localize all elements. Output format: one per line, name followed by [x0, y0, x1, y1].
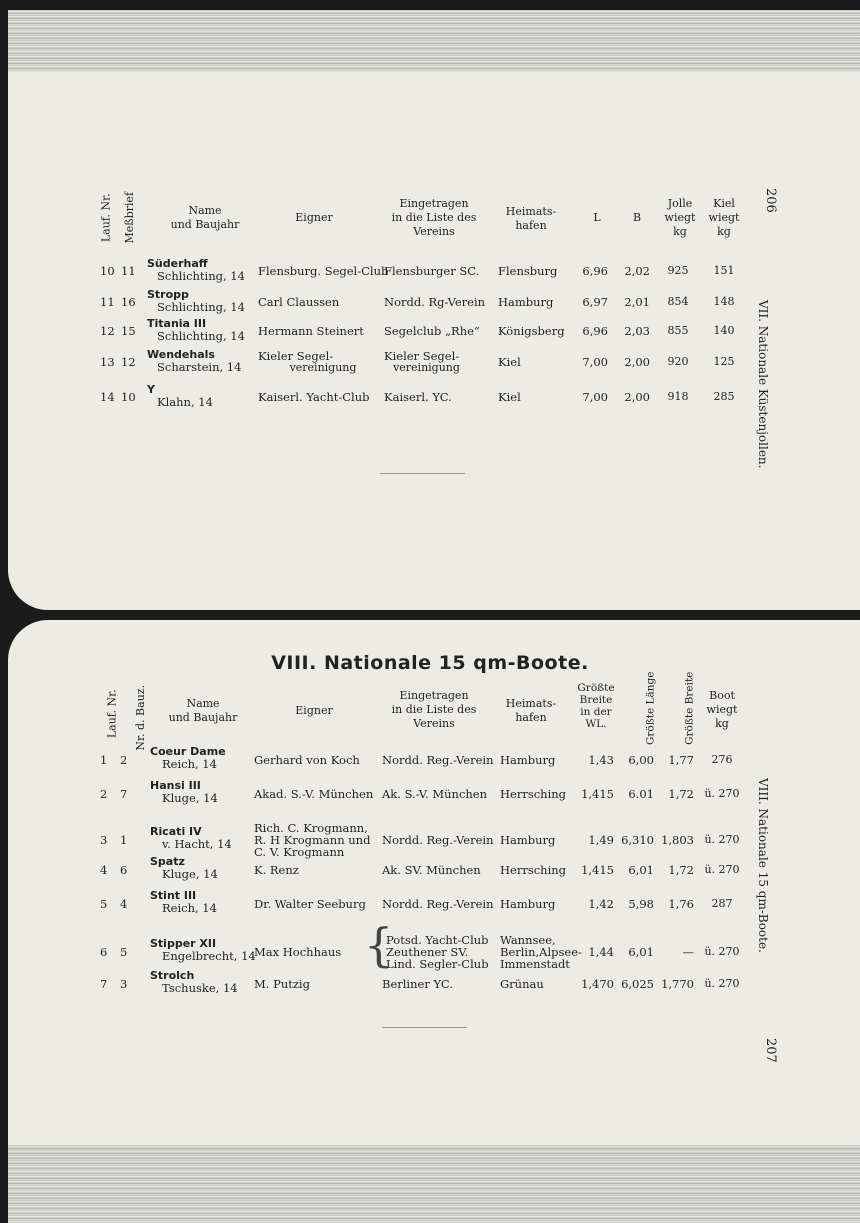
lauf-nr: 6: [100, 945, 108, 959]
home-port: Königsberg: [498, 324, 565, 338]
page-edge: [8, 10, 860, 72]
boot-weight: ü. 270: [704, 977, 740, 990]
col-header-name: Name: [186, 697, 220, 710]
boat-name: Stipper XII: [150, 937, 217, 950]
boat-name: Y: [147, 383, 155, 396]
kiel-weight: 140: [713, 324, 735, 337]
breite-wl: 1,415: [581, 787, 614, 801]
messbrief-nr: 10: [121, 390, 136, 404]
groesste-breite: 1,72: [668, 863, 694, 877]
col-header-hafen: hafen: [515, 711, 547, 724]
messbrief-nr: 11: [121, 264, 136, 278]
boot-weight: ü. 270: [704, 833, 740, 846]
kiel-weight: 125: [713, 355, 735, 368]
boot-weight: ü. 270: [704, 787, 740, 800]
builder-year: Tschuske, 14: [162, 981, 238, 995]
home-port: Grünau: [500, 977, 544, 991]
home-port: Hamburg: [500, 833, 556, 847]
lauf-nr: 12: [100, 324, 115, 338]
col-header-eingetragen: Eingetragen: [399, 197, 469, 210]
boat-name: Wendehals: [147, 348, 215, 361]
boot-weight: ü. 270: [704, 945, 740, 958]
club: Flensburger SC.: [384, 264, 480, 278]
kiel-weight: 151: [713, 264, 735, 277]
col-header-kiel-kg: kg: [717, 225, 731, 238]
col-header-baujahr: und Baujahr: [170, 218, 240, 231]
divider: [380, 473, 465, 474]
club: Berliner YC.: [382, 977, 453, 991]
owner: Max Hochhaus: [254, 945, 342, 959]
divider: [382, 1027, 467, 1028]
club: Ak. SV. München: [382, 863, 481, 877]
breite-wl: 1,49: [588, 833, 614, 847]
builder-year: Schlichting, 14: [157, 329, 245, 343]
club: Nordd. Reg.-Verein: [382, 753, 494, 767]
boot-weight: 276: [711, 753, 733, 766]
col-header-kiel-wiegt: wiegt: [708, 211, 740, 224]
messbrief-nr: 16: [121, 295, 136, 309]
length: 7,00: [582, 355, 608, 369]
builder-year: Kluge, 14: [162, 867, 218, 881]
builder-year: Reich, 14: [162, 901, 217, 915]
col-header-groesste: Größte: [577, 682, 615, 694]
boat-name: Strolch: [150, 969, 195, 982]
col-header-eingetragen: Eingetragen: [399, 689, 469, 702]
owner: Kaiserl. Yacht-Club: [258, 390, 370, 404]
length: 6,97: [582, 295, 608, 309]
groesste-laenge: 6,00: [628, 753, 654, 767]
club: Kieler Segel-: [384, 349, 460, 363]
col-header-jolle-wiegt: wiegt: [664, 211, 696, 224]
boat-name: Titania III: [147, 317, 207, 330]
lauf-nr: 2: [100, 787, 108, 801]
club: Segelclub „Rhe“: [384, 324, 480, 338]
boat-name: Hansi III: [150, 779, 201, 792]
section-title: VIII. Nationale 15 qm-Boote.: [271, 652, 589, 674]
club: Zeuthener SV.: [386, 945, 469, 959]
boat-name: Stropp: [147, 288, 189, 301]
home-port: Wannsee,: [500, 933, 556, 947]
owner: vereinigung: [289, 361, 357, 374]
col-header-liste: in die Liste des: [391, 211, 477, 224]
col-header-name: Name: [188, 204, 222, 217]
jolle-weight: 855: [667, 324, 689, 337]
running-head: VIII. Nationale 15 qm-Boote.: [756, 778, 770, 953]
groesste-breite: 1,76: [668, 897, 694, 911]
home-port: Hamburg: [498, 295, 554, 309]
bauzahl-nr: 2: [120, 753, 128, 767]
builder-year: Schlichting, 14: [157, 300, 245, 314]
home-port: Herrsching: [500, 787, 567, 801]
bauzahl-nr: 6: [120, 863, 128, 877]
owner: K. Renz: [254, 863, 299, 877]
lauf-nr: 1: [100, 753, 108, 767]
beam: 2,02: [624, 264, 650, 278]
page-number: 207: [763, 1038, 778, 1063]
running-head: VII. Nationale Küstenjollen.: [756, 300, 770, 469]
jolle-weight: 920: [667, 355, 689, 368]
col-header-breite: Breite: [579, 694, 613, 706]
col-header-messbrief: Meßbrief: [122, 192, 136, 244]
col-header-boot: Boot: [709, 689, 735, 702]
groesste-laenge: 6.01: [628, 787, 654, 801]
builder-year: v. Hacht, 14: [162, 837, 232, 851]
owner: Gerhard von Koch: [254, 753, 360, 767]
lauf-nr: 10: [100, 264, 115, 278]
groesste-breite: —: [682, 945, 694, 959]
page-number: 206: [763, 188, 778, 213]
left-page: [8, 10, 860, 610]
length: 6,96: [582, 324, 608, 338]
boat-name: Coeur Dame: [150, 745, 226, 758]
bauzahl-nr: 3: [120, 977, 128, 991]
jolle-weight: 918: [667, 390, 689, 403]
owner: M. Putzig: [254, 977, 310, 991]
lauf-nr: 7: [100, 977, 108, 991]
col-header-vereins: Vereins: [413, 225, 455, 238]
length: 7,00: [582, 390, 608, 404]
boat-name: Ricati IV: [150, 825, 202, 838]
col-header-eigner: Eigner: [295, 211, 333, 224]
bauzahl-nr: 1: [120, 833, 128, 847]
col-header-kiel: Kiel: [713, 197, 735, 210]
col-header-baujahr: und Baujahr: [168, 711, 238, 724]
club: Kaiserl. YC.: [384, 390, 452, 404]
builder-year: Klahn, 14: [157, 395, 213, 409]
groesste-breite: 1,803: [661, 833, 694, 847]
builder-year: Scharstein, 14: [157, 360, 242, 374]
bauzahl-nr: 7: [120, 787, 128, 801]
col-header-b: B: [632, 211, 642, 224]
home-port: Flensburg: [498, 264, 558, 278]
col-header-boot-kg: kg: [715, 717, 729, 730]
lauf-nr: 5: [100, 897, 108, 911]
lauf-nr: 14: [100, 390, 115, 404]
owner: Carl Claussen: [258, 295, 340, 309]
col-header-heimats: Heimats-: [505, 205, 557, 218]
club: Potsd. Yacht-Club: [386, 933, 489, 947]
owner: R. H Krogmann und: [254, 833, 371, 847]
boat-name: Spatz: [150, 855, 185, 868]
home-port: Immenstadt: [500, 957, 570, 971]
home-port: Kiel: [498, 355, 521, 369]
col-header-heimats: Heimats-: [505, 697, 557, 710]
col-header-groesste-laenge: Größte Länge: [644, 671, 657, 745]
owner: Rich. C. Krogmann,: [254, 821, 368, 835]
beam: 2,01: [624, 295, 650, 309]
groesste-breite: 1,72: [668, 787, 694, 801]
kiel-weight: 285: [713, 390, 735, 403]
home-port: Berlin,Alpsee-: [500, 945, 582, 959]
home-port: Hamburg: [500, 897, 556, 911]
club: Lind. Segler-Club: [386, 957, 489, 971]
col-header-jolle: Jolle: [667, 197, 693, 210]
owner: Flensburg. Segel-Club: [258, 264, 389, 278]
col-header-eigner: Eigner: [295, 704, 333, 717]
col-header-bauz: Nr. d. Bauz.: [134, 684, 148, 751]
beam: 2,00: [624, 355, 650, 369]
builder-year: Engelbrecht, 14: [162, 949, 256, 963]
col-header-hafen: hafen: [515, 219, 547, 232]
owner: Hermann Steinert: [258, 324, 364, 338]
groesste-laenge: 6,01: [628, 863, 654, 877]
groesste-breite: 1,770: [661, 977, 694, 991]
boat-name: Stint III: [150, 889, 197, 902]
jolle-weight: 925: [667, 264, 689, 277]
breite-wl: 1,42: [588, 897, 614, 911]
club-brace: {: [364, 918, 394, 972]
breite-wl: 1,44: [588, 945, 614, 959]
groesste-breite: 1,77: [668, 753, 694, 767]
lauf-nr: 3: [100, 833, 108, 847]
club: Nordd. Rg-Verein: [384, 295, 486, 309]
owner: Akad. S.-V. München: [254, 787, 374, 801]
col-header-lauf-nr: Lauf. Nr.: [105, 689, 119, 739]
col-header-liste: in die Liste des: [391, 703, 477, 716]
col-header-wl: WL.: [585, 718, 607, 730]
messbrief-nr: 12: [121, 355, 136, 369]
groesste-laenge: 5,98: [628, 897, 654, 911]
home-port: Hamburg: [500, 753, 556, 767]
bauzahl-nr: 5: [120, 945, 128, 959]
jolle-weight: 854: [667, 295, 689, 308]
builder-year: Schlichting, 14: [157, 269, 245, 283]
lauf-nr: 4: [100, 863, 108, 877]
owner: C. V. Krogmann: [254, 845, 345, 859]
kiel-weight: 148: [713, 295, 735, 308]
col-header-groesste-breite: Größte Breite: [683, 671, 696, 745]
home-port: Kiel: [498, 390, 521, 404]
club: vereinigung: [393, 361, 460, 374]
builder-year: Reich, 14: [162, 757, 217, 771]
boot-weight: 287: [711, 897, 733, 910]
builder-year: Kluge, 14: [162, 791, 218, 805]
owner: Kieler Segel-: [258, 349, 334, 363]
col-header-jolle-kg: kg: [673, 225, 687, 238]
length: 6,96: [582, 264, 608, 278]
groesste-laenge: 6,310: [621, 833, 654, 847]
bauzahl-nr: 4: [120, 897, 128, 911]
page-edge: [8, 1145, 860, 1223]
groesste-laenge: 6,025: [621, 977, 654, 991]
lauf-nr: 11: [100, 295, 115, 309]
col-header-vereins: Vereins: [413, 717, 455, 730]
beam: 2,00: [624, 390, 650, 404]
lauf-nr: 13: [100, 355, 115, 369]
club: Nordd. Reg.-Verein: [382, 897, 494, 911]
home-port: Herrsching: [500, 863, 567, 877]
groesste-laenge: 6,01: [628, 945, 654, 959]
club: Ak. S.-V. München: [382, 787, 488, 801]
beam: 2,03: [624, 324, 650, 338]
breite-wl: 1,470: [581, 977, 614, 991]
boat-name: Süderhaff: [147, 257, 208, 270]
breite-wl: 1,415: [581, 863, 614, 877]
owner: Dr. Walter Seeburg: [254, 897, 366, 911]
messbrief-nr: 15: [121, 324, 136, 338]
breite-wl: 1,43: [588, 753, 614, 767]
col-header-boot-wiegt: wiegt: [706, 703, 738, 716]
club: Nordd. Reg.-Verein: [382, 833, 494, 847]
col-header-in-der: in der: [580, 706, 612, 718]
col-header-l: L: [593, 211, 601, 224]
col-header-lauf-nr: Lauf. Nr.: [99, 193, 113, 243]
boot-weight: ü. 270: [704, 863, 740, 876]
